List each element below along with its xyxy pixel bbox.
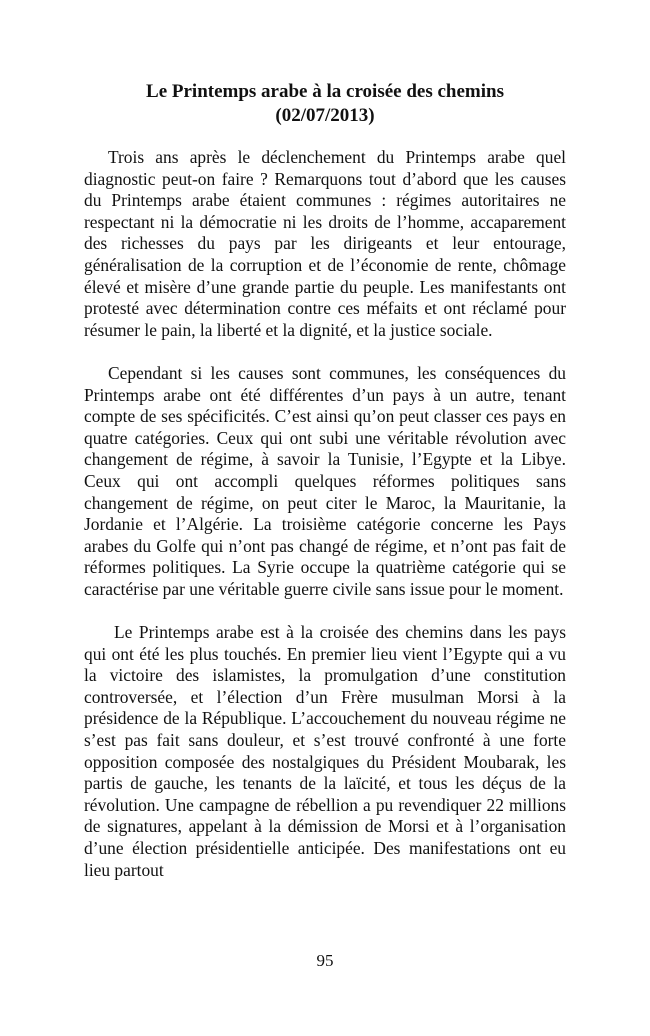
paragraph-2: Cependant si les causes sont communes, les conséquences du Printemps arabe ont été différentes d’un pays à un autre, tenant compte de ses spécificités. C’est ainsi qu’on peut classer ces pays en quatre catégories. Ceux qui ont subi une véritable révolution avec changement de régime, à savoir la Tunisie, l’Egypte et la Libye. Ceux qui ont accompli quelques réformes politiques sans changement de régime, on peut citer le Maroc, la Mauritanie, la Jordanie et l’Algérie. La troisième catégorie concerne les Pays arabes du Golfe qui n’ont pas changé de régime, et n’ont pas fait de réformes politiques. La Syrie occupe la quatrième catégorie qui se caractérise par une véritable guerre civile sans issue pour le moment. [84, 362, 566, 599]
chapter-title-date: (02/07/2013) [275, 105, 375, 126]
chapter-body [84, 147, 566, 881]
page-number: 95 [316, 951, 334, 970]
chapter-title [84, 80, 566, 128]
paragraph-1: Trois ans après le déclenchement du Printemps arabe quel diagnostic peut-on faire ? Remarquons tout d’abord que les causes du Printemps arabe étaient communes : régimes autoritaires ne respectant ni la démocratie ni les droits de l’homme, accaparement des richesses du pays par les dirigeants et leur entourage, généralisation de la corruption et de l’économie de rente, chômage élevé et misère d’une grande partie du peuple. Les manifestants ont protesté avec détermination contre ces méfaits et ont réclamé pour résumer le pain, la liberté et la dignité, et la justice sociale. [84, 147, 566, 340]
book-page [84, 80, 566, 881]
paragraph-3: Le Printemps arabe est à la croisée des chemins dans les pays qui ont été les plus touchés. En premier lieu vient l’Egypte qui a vu la victoire des islamistes, la promulgation d’une constitution controversée, et l’élection d’un Frère musulman Morsi à la présidence de la République. L’accouchement du nouveau régime ne s’est pas fait sans douleur, et s’est trouvé confronté à une forte opposition composée des nostalgiques du Président Moubarak, les partis de gauche, les tenants de la laïcité, et tous les déçus de la révolution. Une campagne de rébellion a pu revendiquer 22 millions de signatures, appelant à la démission de Morsi et à l’organisation d’une élection présidentielle anticipée. Des manifestations ont eu lieu partout [84, 622, 566, 880]
chapter-title-main: Le Printemps arabe à la croisée des chemins [146, 81, 504, 102]
